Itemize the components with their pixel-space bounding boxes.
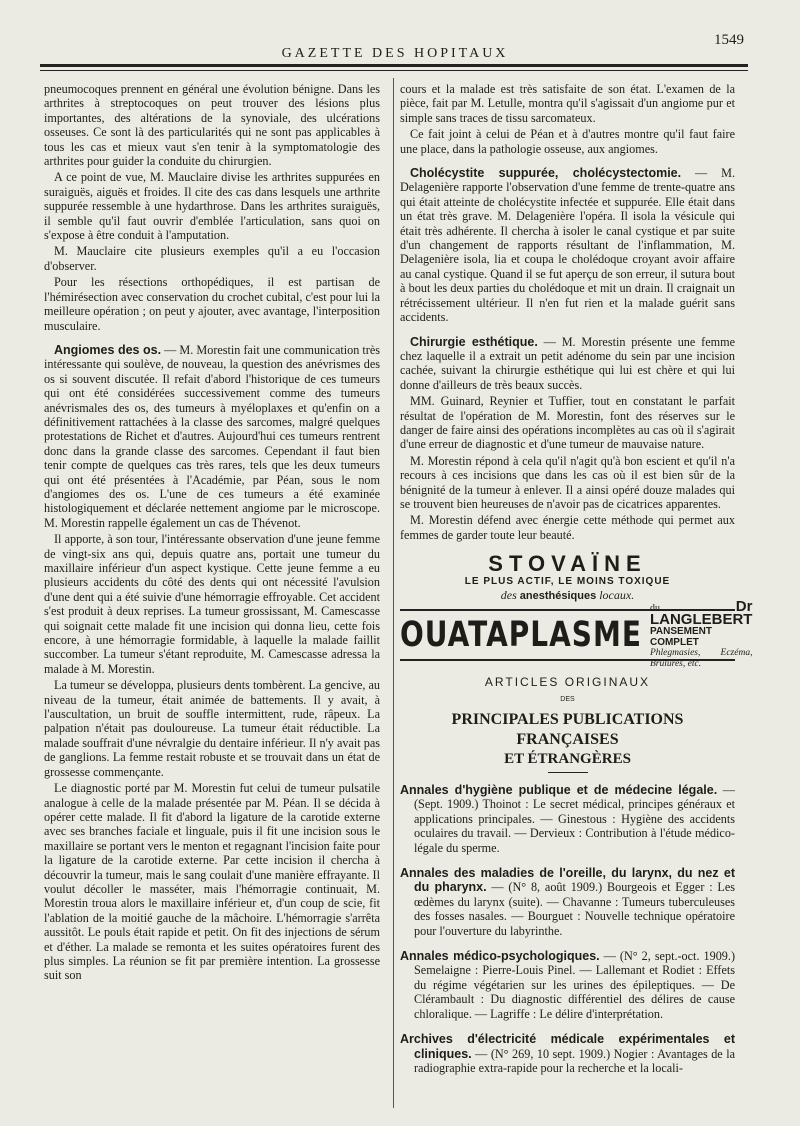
paragraph bbox=[44, 532, 380, 676]
entry bbox=[400, 783, 735, 855]
paragraph bbox=[44, 275, 380, 333]
ouataplasme-uses: Phlegmasies, Eczéma, Brûlures, etc. bbox=[649, 647, 753, 669]
paragraph-gap bbox=[400, 327, 735, 335]
entry bbox=[400, 1032, 735, 1075]
paragraph bbox=[400, 82, 735, 125]
paragraph-text: — (N° 8, août 1909.) Bourgeois et Egger : Les œdèmes du larynx (suite). — Chavanne : Tumeurs tuberculeuses des fosses nasales. — Bourguet : Nouvelle technique opératoire pour l'ouverture du labyrinthe. bbox=[414, 880, 735, 938]
paragraph-heading: Annales des maladies de l'oreille, du larynx, du nez et du pharynx. bbox=[400, 866, 735, 895]
paragraph-text: M. Morestin défend avec énergie cette méthode qui permet aux femmes de garder toute leur beauté. bbox=[400, 513, 735, 542]
stovaine-subtitle-post: locaux. bbox=[599, 588, 635, 603]
paragraph-heading: Cholécystite suppurée, cholécystectomie. bbox=[410, 166, 682, 181]
ouataplasme-doctor: Dr LANGLEBERT bbox=[649, 597, 753, 628]
paragraph bbox=[400, 394, 735, 452]
paragraph-text: Ce fait joint à celui de Péan et à d'autres montre qu'il faut faire une place, dans la pathologie osseuse, aux angiomes. bbox=[400, 127, 735, 156]
paragraph bbox=[400, 513, 735, 542]
paragraph-gap bbox=[400, 858, 735, 866]
paragraph-text: — (N° 269, 10 sept. 1909.) Nogier : Avantages de la radiographie extra-rapide pour la recherche et la locali- bbox=[414, 1046, 735, 1075]
paragraph-text: MM. Guinard, Reynier et Tuffier, tout en constatant le parfait résultat de l'opération de M. Morestin, font des réserves sur le danger de faire ainsi des opérations incomplètes au cas où il s'agirait d'une erreur de diagnostic et d'une tumeur de mauvaise nature. bbox=[400, 394, 735, 452]
journal-title: GAZETTE DES HOPITAUX bbox=[281, 46, 509, 61]
stovaine-subtitle-bold: anesthésiques bbox=[519, 590, 597, 603]
paragraph-gap bbox=[400, 941, 735, 949]
stovaine-name: STOVAÏNE bbox=[488, 551, 647, 577]
paragraph-heading: Chirurgie esthétique. bbox=[410, 334, 538, 349]
articles-list bbox=[400, 783, 735, 1075]
paragraph-heading: Archives d'électricité médicale expérimentales et cliniques. bbox=[400, 1032, 735, 1061]
left-column bbox=[44, 82, 380, 985]
paragraph-text: M. Mauclaire cite plusieurs exemples qu'il a eu l'occasion d'observer. bbox=[44, 244, 380, 273]
ouataplasme-name: OUATAPLASME bbox=[400, 613, 642, 655]
stovaine-subtitle-pre: des bbox=[500, 588, 517, 603]
ouataplasme-advertisement bbox=[400, 597, 753, 669]
page-header bbox=[40, 32, 750, 66]
paragraph bbox=[44, 170, 380, 242]
articles-section-title bbox=[400, 675, 735, 773]
paragraph bbox=[44, 781, 380, 983]
ouataplasme-details bbox=[649, 597, 753, 670]
paragraph-text: cours et la malade est très satisfaite de son état. L'examen de la pièce, fait par M. Letulle, montra qu'il s'agissait d'un angiome pur et simple sans traces de tissu sarcomateux. bbox=[400, 82, 735, 125]
paragraph-text: M. Morestin répond à cela qu'il n'agit qu'à bon escient et qu'il n'a recours à ces incisions que dans les cas où il est bien sûr de la bénignité de la tumeur à enlever. Il a ainsi opéré douze malades qui se trouvent bien heureuses de n'avoir pas de cicatrices apparentes. bbox=[400, 453, 735, 511]
paragraph-text: A ce point de vue, M. Mauclaire divise les arthrites suppurées en suraiguës, aiguës et froides. Il cite des cas dans lesquels une arthrite suppurée ressemble à une hydarthrose. Dans les arthrites suraiguës, il semble qu'il faut ouvrir d'emblée l'articulation, sans quoi on s'expose à être conduit à l'amputation. bbox=[44, 170, 380, 243]
paragraph bbox=[44, 82, 380, 168]
paragraph bbox=[400, 166, 735, 324]
ouataplasme-du: du bbox=[649, 602, 660, 614]
paragraph bbox=[400, 454, 735, 512]
paragraph-gap bbox=[44, 335, 380, 343]
paragraph-text: — M. Morestin fait une communication très intéressante qui soulève, de nouveau, la question des anévrismes des os si souvent discutée. Il refait d'abord l'historique de ces tumeurs qui ont été considérées successivement comme des tumeurs anévrismales des os, des tumeurs à myéloplaxes et qu'enfin on a définitivement rattachées à la classe des sarcomes, malgré quelques protestations de Richet et d'autres. Aujourd'hui ces tumeurs rentrent donc dans la grande classe des sarcomes. Cependant il faut bien tenir compte de quelques cas très rares, tels que les deux tumeurs qui ont été présentées à l'Académie, par Péan, sous le nom d'angiomes des os. L'une de ces tumeurs a été examinée histologiquement et déclarée nettement angiome par le microscope. M. Morestin rappelle également un cas de Thévenot. bbox=[44, 342, 380, 530]
stovaine-tagline: LE PLUS ACTIF, LE MOINS TOXIQUE bbox=[464, 576, 671, 588]
paragraph bbox=[44, 343, 380, 530]
articles-title-line1: ARTICLES ORIGINAUX bbox=[484, 675, 651, 690]
paragraph-text: Pour les résections orthopédiques, il est partisan de l'hémirésection avec conservation du crochet cubital, c'est pour lui la meilleure opération ; on peut y ajouter, avec avantage, l'interposition musculaire. bbox=[44, 275, 380, 333]
paragraph bbox=[400, 335, 735, 393]
paragraph-text: Le diagnostic porté par M. Morestin fut celui de tumeur pulsatile analogue à celle de la malade présentée par M. Péan. Il se décida à opérer cette malade. Il fit d'abord la ligature de la carotide externe avec ses branches faciale et linguale, puis il fit une incision sous le maxillaire se portant vers le menton et regagnant l'incision faite pour la ligature de la carotide externe. Par cette incision il chercha à découvrir la tumeur, mais le sang coulait d'une manière effrayante. Il voulut décoller le masséter, mais l'hémorragie continuait, M. Morestin troua alors le maxillaire inférieur et, d'un coup de scie, fit l'ablation de la moitié gauche de la mâchoire. L'hémorragie s'arrêta aussitôt. Le pouls était rapide et petit. On fit des injections de sérum et d'éther. La malade se remonta et les suites opératoires furent des plus simples. La réunion se fit par première intention. La grossesse suit son bbox=[44, 781, 380, 983]
paragraph-gap bbox=[400, 158, 735, 166]
paragraph-text: La tumeur se développa, plusieurs dents tombèrent. La gencive, au niveau de la tumeur, était animée de battements. Il y avait, à l'auscultation, un bruit de souffle intermittent, rude, râpeux. La palpation n'était pas douloureuse. La tumeur était réductible. La malade souffrait d'une névralgie du dentaire inférieur. Il n'y avait pas de ganglions. La femme restait robuste et se trouvait dans un état de grossesse commençante. bbox=[44, 678, 380, 779]
ouataplasme-pansement: PANSEMENT COMPLET bbox=[649, 625, 713, 648]
paragraph-heading: Annales d'hygiène publique et de médecine légale. bbox=[400, 783, 718, 797]
entry bbox=[400, 949, 735, 1021]
paragraph-text: — (Sept. 1909.) Thoinot : Le secret médical, principes généraux et applications principales. — Ginestous : Hygiène des accidents oculaires du travail. — Dervieux : Contribution à l'étude médico-légale du sperme. bbox=[414, 783, 735, 855]
paragraph bbox=[400, 127, 735, 156]
stovaine-advertisement bbox=[400, 552, 735, 603]
page-number: 1549 bbox=[714, 32, 744, 48]
paragraph-heading: Annales médico-psychologiques. bbox=[400, 949, 600, 964]
paragraph-text: — M. Morestin présente une femme chez laquelle il a extrait un petit adénome du sein par une incision cachée, suivant la chirurgie esthétique qui lui est chère et qui lui donne d'ailleurs de très beaux succès. bbox=[400, 334, 735, 392]
header-rule-thick bbox=[40, 64, 748, 67]
paragraph-text: — (N° 2, sept.-oct. 1909.) Semelaigne : Pierre-Louis Pinel. — Lallemant et Rodiet : Effets du régime végétarien sur les urines des épileptiques. — De Clérambault : Du diagnostic différentiel des délires de cause chloralique. — Lagriffe : Le délire d'interprétation. bbox=[414, 949, 735, 1021]
paragraph-text: — M. Delagenière rapporte l'observation d'une femme de trente-quatre ans qui était atteinte de cholécystite infectée et suppurée. Elle était dans un état très grave. M. Delagenière l'opéra. Il isola la vésicule qui était très adhérente. Il chercha à isoler le canal cystique et par suite d'un changement de rapports résultant de l'inflammation, M. Delagenière isola, lia et coupa le cholédoque croyant avoir affaire au canal cystique. Quand il se fut aperçu de son erreur, il sutura bout à bout les deux parties du cholédoque et mit un drain. Il craignait un rétrécissement ultérieur. Il n'en fut rien et la malade guérit sans accidents. bbox=[400, 166, 735, 325]
right-column-articles bbox=[400, 82, 735, 542]
paragraph bbox=[44, 678, 380, 779]
paragraph bbox=[44, 244, 380, 273]
paragraph-gap bbox=[400, 1024, 735, 1032]
column-divider bbox=[393, 78, 394, 1108]
articles-title-line3: PRINCIPALES PUBLICATIONS FRANÇAISES bbox=[451, 711, 684, 748]
paragraph-text: pneumocoques prennent en général une évolution bénigne. Dans les arthrites à streptocoques on peut trouver des lésions plus importantes, des altérations de la synoviale, des ulcérations osseuses. Ce sont là des particularités qui ne sont pas applicables à tous les cas et mieux vaut s'en tenir à la symptomatologie des arthrites pour guider la conduite du chirurgien. bbox=[44, 82, 380, 169]
articles-title-line4: ET ÉTRANGÈRES bbox=[504, 751, 631, 767]
right-column bbox=[400, 82, 753, 1078]
paragraph-heading: Angiomes des os. bbox=[54, 342, 162, 357]
articles-title-line2: DES bbox=[560, 695, 575, 703]
paragraph-text: Il apporte, à son tour, l'intéressante observation d'une jeune femme de vingt-six ans qui, depuis quatre ans, portait une tumeur du maxillaire inférieur d'un aspect kystique. Cette jeune femme a eu plusieurs accidents du côté des dents qui ont nécessité l'avulsion d'une dent qui a été suivie d'une hémorragie effroyable. Cet accident s'est produit à deux reprises. La tumeur grossissant, M. Camescasse qui soignait cette malade fit une incision qui donna lieu, cette fois encore, à une hémorragie formidable, à laquelle la malade faillit succomber. La tumeur s'étant reproduite, M. Camescasse adressa la malade à M. Morestin. bbox=[44, 532, 380, 676]
entry bbox=[400, 866, 735, 938]
header-rule-thin bbox=[40, 70, 748, 71]
articles-title-rule bbox=[548, 772, 588, 773]
